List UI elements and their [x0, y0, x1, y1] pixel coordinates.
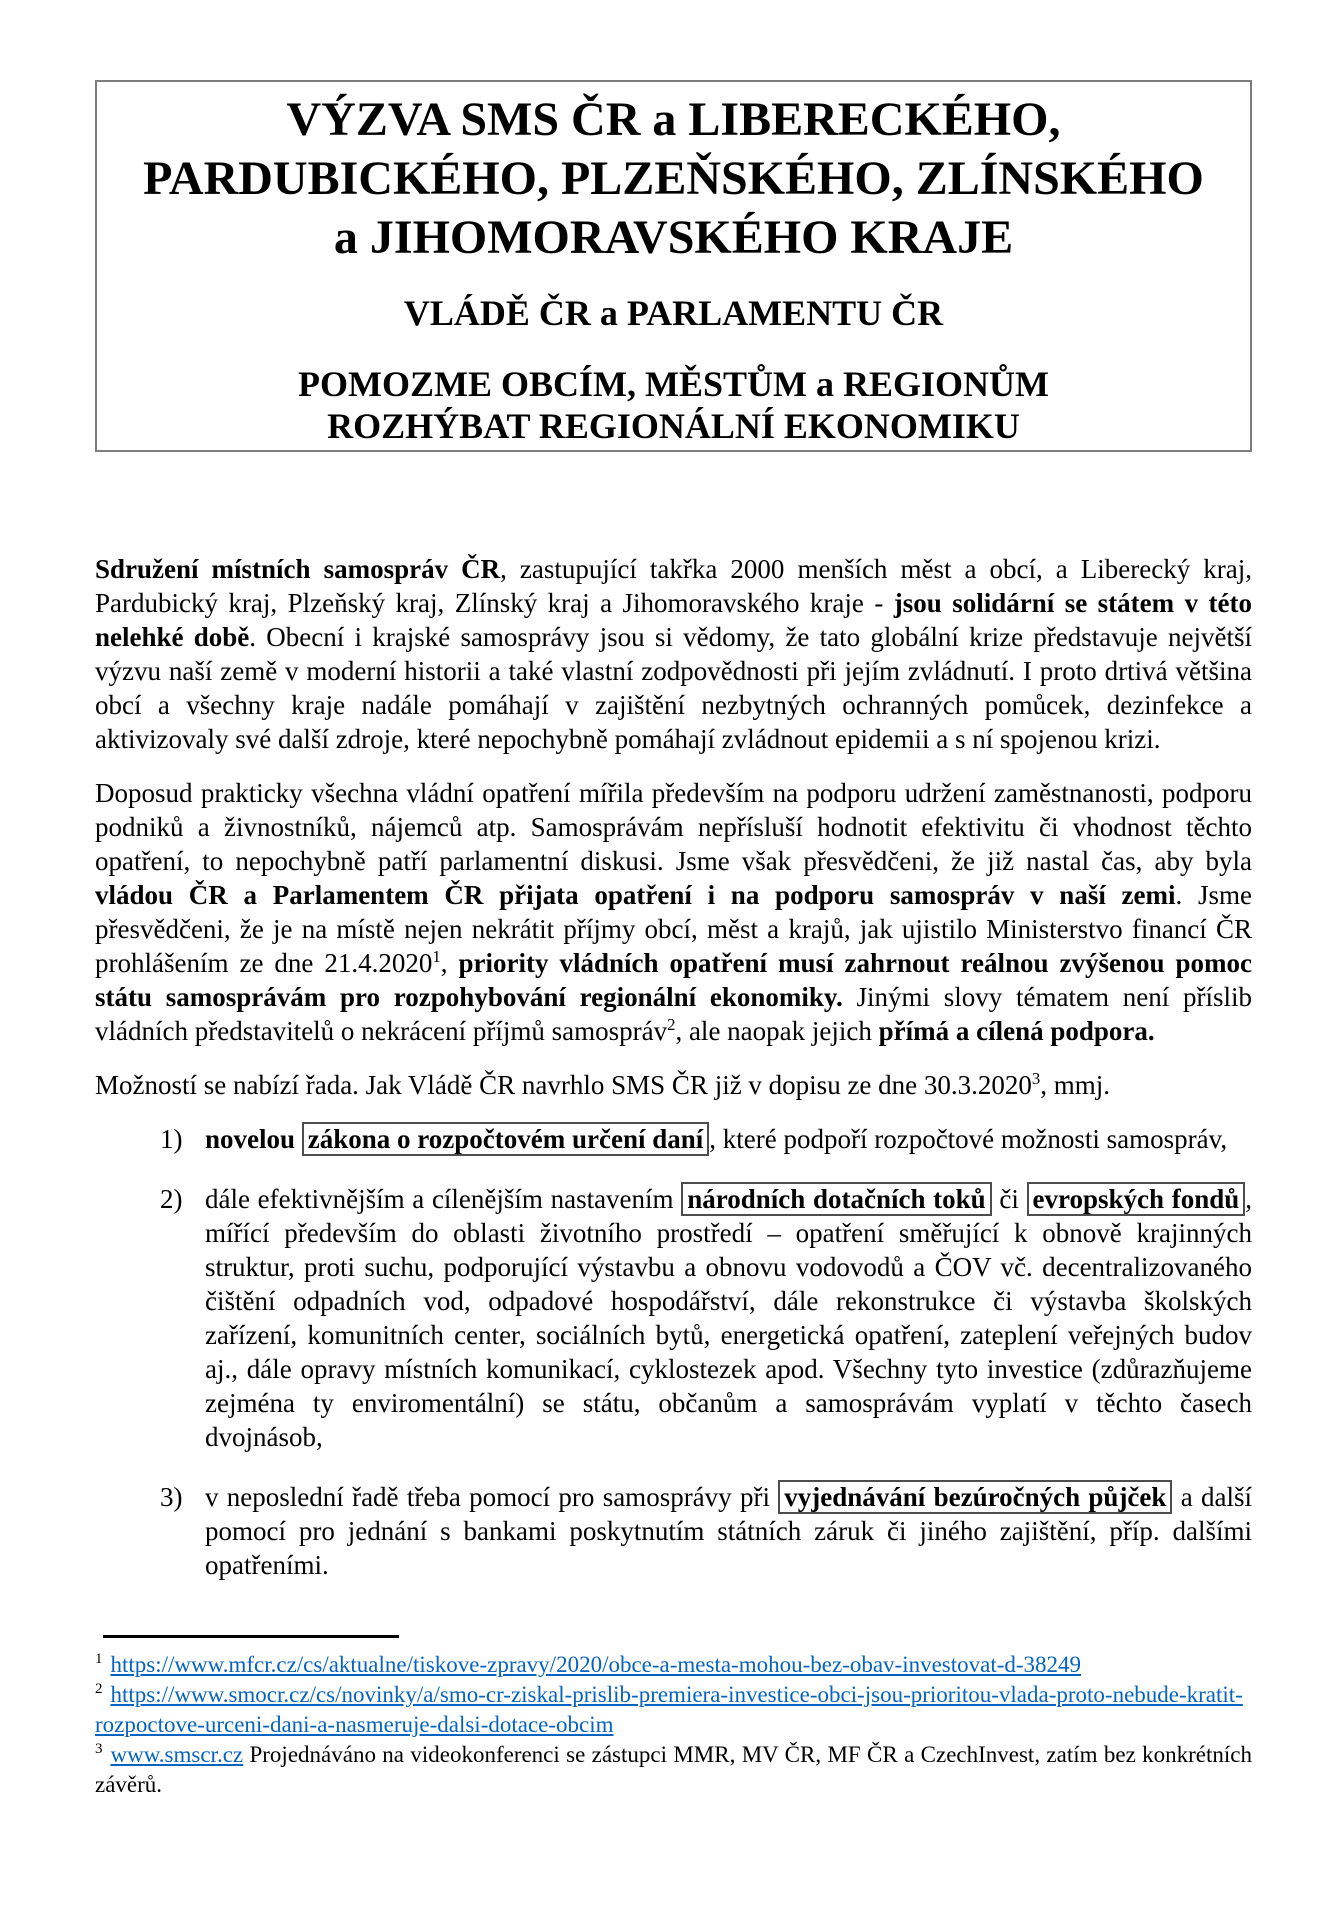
list-item-text — [205, 1480, 1252, 1582]
text-run: evropských fondů — [1027, 1182, 1246, 1216]
list-item-1 — [160, 1122, 1252, 1156]
text-run: , které podpoří rozpočtové možnosti samospráv, — [709, 1124, 1228, 1154]
paragraph-options — [95, 1068, 1252, 1102]
text-run: národních dotačních toků — [681, 1182, 991, 1216]
footnote-text — [110, 1652, 1081, 1677]
slogan-line-1: POMOZME OBCÍM, MĚSTŮM a REGIONŮM — [298, 364, 1049, 404]
text-run: , mmj. — [1040, 1070, 1111, 1100]
text-run: či — [991, 1184, 1027, 1214]
list-marker: 3) — [160, 1482, 183, 1512]
text-run: priority vládních opatření musí zahrnout reálnou zvýšenou pomoc státu samosprávám pro rozpohybování regionální ekonomiky. — [95, 948, 1253, 1012]
text-run: jsou solidární se státem v této nelehké době — [95, 588, 1252, 652]
footnote-number: 1 — [95, 1651, 103, 1668]
list-item-text — [205, 1122, 1252, 1156]
header-box — [95, 80, 1252, 452]
text-run: Projednáváno na videokonferenci se zástupci MMR, MV ČR, MF ČR a CzechInvest, zatím bez konkrétních závěrů. — [95, 1742, 1252, 1797]
document-title — [97, 90, 1250, 267]
text-run: , — [440, 948, 459, 978]
footnote-separator — [103, 1635, 399, 1638]
list-item-3 — [160, 1480, 1252, 1582]
slogan-line-2: ROZHÝBAT REGIONÁLNÍ EKONOMIKU — [327, 406, 1020, 446]
list-item-2 — [160, 1182, 1252, 1454]
title-line-3: a JIHOMORAVSKÉHO KRAJE — [333, 211, 1014, 264]
footnote-number: 3 — [95, 1741, 103, 1758]
text-run: a další pomocí pro jednání s bankami poskytnutím státních záruk či jiného zajištění, příp. dalšími opatřeními. — [205, 1482, 1253, 1580]
footnote-ref: 3 — [1031, 1069, 1041, 1088]
list-marker: 1) — [160, 1124, 183, 1154]
list-marker: 2) — [160, 1184, 183, 1214]
text-run: , ale naopak jejich — [675, 1016, 879, 1046]
text-run: Sdružení místních samospráv ČR — [95, 554, 501, 584]
document-body — [95, 552, 1252, 1608]
text-run: vládou ČR a Parlamentem ČR přijata opatření i na podporu samospráv v naší zemi — [95, 880, 1176, 910]
text-run: Doposud prakticky všechna vládní opatření mířila především na podporu udržení zaměstnanosti, podporu podniků a živnostníků, nájemců atp. Samosprávám nepřísluší hodnotit efektivitu či vhodnost těchto opatření, to nepochybně patří parlamentní diskusi. Jsme však přesvědčeni, že již nastal čas, aby byla — [95, 778, 1252, 876]
text-run: zákona o rozpočtovém určení daní — [302, 1122, 709, 1156]
text-run: v neposlední řadě třeba pomocí pro samosprávy při — [205, 1482, 779, 1512]
footnote-ref: 1 — [432, 947, 441, 966]
footnote-text — [95, 1742, 1252, 1797]
text-run: dále efektivnějším a cílenějším nastavením — [205, 1184, 682, 1214]
list-item-text — [205, 1182, 1252, 1454]
title-line-2: PARDUBICKÉHO, PLZEŇSKÉHO, ZLÍNSKÉHO — [143, 152, 1204, 205]
document-slogan — [97, 363, 1250, 447]
text-run: přímá a cílená podpora. — [878, 1016, 1155, 1046]
footnote-link[interactable]: https://www.smocr.cz/cs/novinky/a/smo-cr-ziskal-prislib-premiera-investice-obci-jsou-prioritou-vlada-proto-nebude-kratit-rozpoctove-urceni-dani-a-nasmeruje-dalsi-dotace-obcim — [95, 1682, 1243, 1737]
text-run: Možností se nabízí řada. Jak Vládě ČR navrhlo SMS ČR již v dopisu ze dne 30.3.2020 — [95, 1070, 1032, 1100]
footnote-2 — [95, 1680, 1252, 1740]
proposal-list — [95, 1122, 1252, 1582]
text-run: . Obecní i krajské samosprávy jsou si vědomy, že tato globální krize představuje největší výzvu naší země v moderní historii a také vlastní zodpovědnosti při jejím zvládnutí. I proto drtivá většina obcí a všechny kraje nadále pomáhají v zajištění nezbytných ochranných pomůcek, dezinfekce a aktivizovaly své další zdroje, které nepochybně pomáhají zvládnout epidemii a s ní spojenou krizi. — [95, 622, 1252, 754]
footnote-1 — [95, 1650, 1252, 1680]
paragraph-solidarity — [95, 552, 1252, 756]
footnote-link[interactable]: www.smscr.cz — [110, 1742, 244, 1767]
text-run: novelou — [205, 1124, 302, 1154]
footnotes-section — [95, 1635, 1252, 1800]
footnote-3 — [95, 1740, 1252, 1800]
footnote-ref: 2 — [667, 1015, 676, 1034]
text-run: vyjednávání bezúročných půjček — [778, 1480, 1172, 1514]
text-run: Jinými slovy tématem není příslib vládních představitelů o nekrácení příjmů samospráv — [95, 982, 1252, 1046]
text-run: , zastupující takřka 2000 menších měst a obcí, a Liberecký kraj, Pardubický kraj, Plzeňský kraj, Zlínský kraj a Jihomoravského kraje - — [95, 554, 1253, 618]
document-subtitle: VLÁDĚ ČR a PARLAMENTU ČR — [403, 293, 944, 333]
footnote-number: 2 — [95, 1681, 103, 1698]
footnote-text — [95, 1682, 1243, 1737]
title-line-1: VÝZVA SMS ČR a LIBERECKÉHO, — [286, 93, 1061, 146]
footnote-link[interactable]: https://www.mfcr.cz/cs/aktualne/tiskove-zpravy/2020/obce-a-mesta-mohou-bez-obav-investovat-d-38249 — [110, 1652, 1082, 1677]
text-run: . Jsme přesvědčeni, že je na místě nejen nekrátit příjmy obcí, měst a krajů, jak ujistilo Ministerstvo financí ČR prohlášením ze dne 21.4.2020 — [95, 880, 1252, 978]
text-run: , mířící především do oblasti životního prostředí – opatření směřující k obnově krajinných struktur, proti suchu, podporující výstavbu a obnovu vodovodů a ČOV vč. decentralizovaného čištění odpadních vod, odpadové hospodářství, dále rekonstrukce či výstavba školských zařízení, komunitních center, sociálních bytů, energetická opatření, zateplení veřejných budov aj., dále opravy místních komunikací, cyklostezek apod. Všechny tyto investice (zdůrazňujeme zejména ty enviromentální) se státu, občanům a samosprávám vyplatí v těchto časech dvojnásob, — [205, 1184, 1253, 1452]
paragraph-measures — [95, 776, 1252, 1048]
